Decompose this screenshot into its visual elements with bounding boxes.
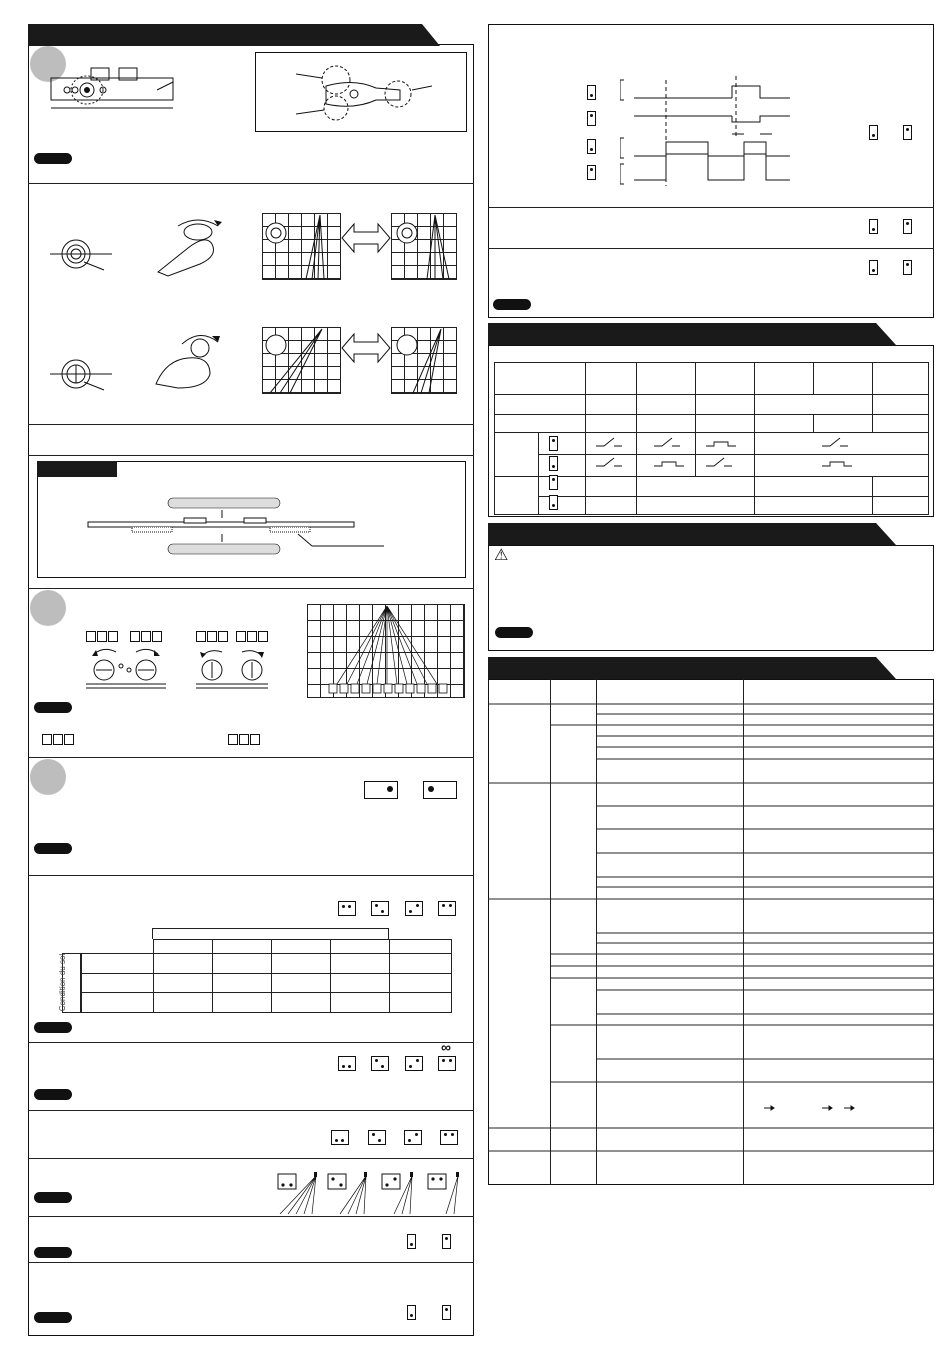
sensor-side-view xyxy=(45,66,185,118)
step-3-tab xyxy=(30,759,66,795)
cells-label-a xyxy=(86,631,119,642)
dip-pair-8[interactable] xyxy=(438,1056,456,1071)
note-badge-5 xyxy=(34,1089,72,1100)
note-badge-4 xyxy=(34,1022,72,1033)
range-screw-b xyxy=(196,646,270,690)
trouble-row-lines xyxy=(488,679,934,1185)
divider-5 xyxy=(28,757,474,758)
cells-note-b xyxy=(228,734,261,745)
dip-pair-3[interactable] xyxy=(405,901,423,916)
note-badge-1 xyxy=(34,153,72,164)
divider-4 xyxy=(28,588,474,589)
sol-table-span-l xyxy=(152,928,153,939)
timing-dip-2 xyxy=(587,111,596,126)
adjust-hand-a xyxy=(148,214,228,280)
mounting-diagram xyxy=(84,496,394,560)
detection-pattern-a1 xyxy=(262,213,341,280)
divider-3 xyxy=(28,455,474,456)
sol-table-span xyxy=(152,928,388,929)
dip-single-4[interactable] xyxy=(442,1305,451,1320)
timing-divider-2 xyxy=(488,248,934,249)
output-contact-symbols xyxy=(590,436,930,472)
slide-switch-b[interactable] xyxy=(423,781,457,799)
timing-dip-right-5 xyxy=(869,260,878,275)
slide-switch-a[interactable] xyxy=(364,781,398,799)
warning-header-tail xyxy=(872,523,896,545)
dip-pair-10[interactable] xyxy=(368,1130,386,1145)
range-beams xyxy=(307,604,465,698)
cells-label-b xyxy=(130,631,163,642)
timing-dip-right-2 xyxy=(903,125,912,140)
output-dip-4 xyxy=(549,495,558,510)
range-screw-a xyxy=(84,646,168,690)
step-2-tab xyxy=(30,590,66,626)
warning-header-bar xyxy=(488,523,874,545)
divider-10 xyxy=(28,1216,474,1217)
divider-11 xyxy=(28,1262,474,1263)
timing-divider-1 xyxy=(488,207,934,208)
divider-6 xyxy=(28,875,474,876)
note-badge-3 xyxy=(34,843,72,854)
dip-pair-12[interactable] xyxy=(440,1130,458,1145)
dip-pair-2[interactable] xyxy=(371,901,389,916)
divider-7 xyxy=(28,1042,474,1043)
adjust-knob-a xyxy=(46,232,116,272)
adjust-knob-b xyxy=(46,352,116,392)
timing-dip-right-6 xyxy=(903,260,912,275)
sol-side-label: Condition du sol xyxy=(58,953,68,1012)
beam-patterns xyxy=(270,1168,466,1220)
dip-pair-1[interactable] xyxy=(338,901,356,916)
dip-pair-5[interactable] xyxy=(338,1056,356,1071)
trouble-header-tail xyxy=(872,657,896,679)
cells-label-c xyxy=(196,631,229,642)
note-badge-2 xyxy=(34,702,72,713)
divider-2 xyxy=(28,424,474,425)
dip-pair-9[interactable] xyxy=(331,1130,349,1145)
dip-pair-7[interactable] xyxy=(405,1056,423,1071)
note-badge-10 xyxy=(495,627,533,638)
timing-dip-right-3 xyxy=(869,219,878,234)
double-arrow-b xyxy=(340,330,392,366)
output-dip-1 xyxy=(549,436,558,451)
cells-note-a xyxy=(42,734,75,745)
double-arrow-a xyxy=(340,220,392,256)
timing-dip-right-1 xyxy=(869,125,878,140)
divider-1 xyxy=(28,183,474,184)
divider-8 xyxy=(28,1110,474,1111)
output-dip-2 xyxy=(549,456,558,471)
dip-single-1[interactable] xyxy=(407,1234,416,1249)
left-header-bar-tail xyxy=(418,24,440,46)
note-badge-6 xyxy=(34,1192,72,1203)
left-header-bar xyxy=(28,24,420,46)
note-badge-8 xyxy=(34,1312,72,1323)
timing-dip-3 xyxy=(587,139,596,154)
timing-dip-right-4 xyxy=(903,219,912,234)
timing-dip-4 xyxy=(587,165,596,180)
note-badge-7 xyxy=(34,1247,72,1258)
dip-single-2[interactable] xyxy=(442,1234,451,1249)
divider-9 xyxy=(28,1158,474,1159)
adjust-hand-b xyxy=(148,330,228,396)
trouble-header-bar xyxy=(488,657,874,679)
detection-pattern-a2 xyxy=(391,213,457,280)
dip-single-3[interactable] xyxy=(407,1305,416,1320)
timing-diagram xyxy=(620,76,810,188)
infinity-mark: ∞ xyxy=(441,1039,451,1055)
timing-dip-1 xyxy=(587,85,596,100)
detection-pattern-b2 xyxy=(391,327,457,394)
mounting-label-bar xyxy=(37,461,117,477)
output-header-tail xyxy=(872,323,896,345)
sol-table xyxy=(81,939,452,1013)
sensor-detail-drawing xyxy=(296,60,436,126)
detection-pattern-b1 xyxy=(262,327,341,394)
dip-pair-4[interactable] xyxy=(438,901,456,916)
sol-table-span-r xyxy=(388,928,389,939)
note-badge-9 xyxy=(493,299,531,310)
output-dip-3 xyxy=(549,475,558,490)
warning-icon: ⚠ xyxy=(494,547,509,564)
output-header-bar xyxy=(488,323,874,345)
dip-pair-11[interactable] xyxy=(404,1130,422,1145)
warning-frame xyxy=(488,545,934,651)
dip-pair-6[interactable] xyxy=(371,1056,389,1071)
cells-label-d xyxy=(236,631,269,642)
